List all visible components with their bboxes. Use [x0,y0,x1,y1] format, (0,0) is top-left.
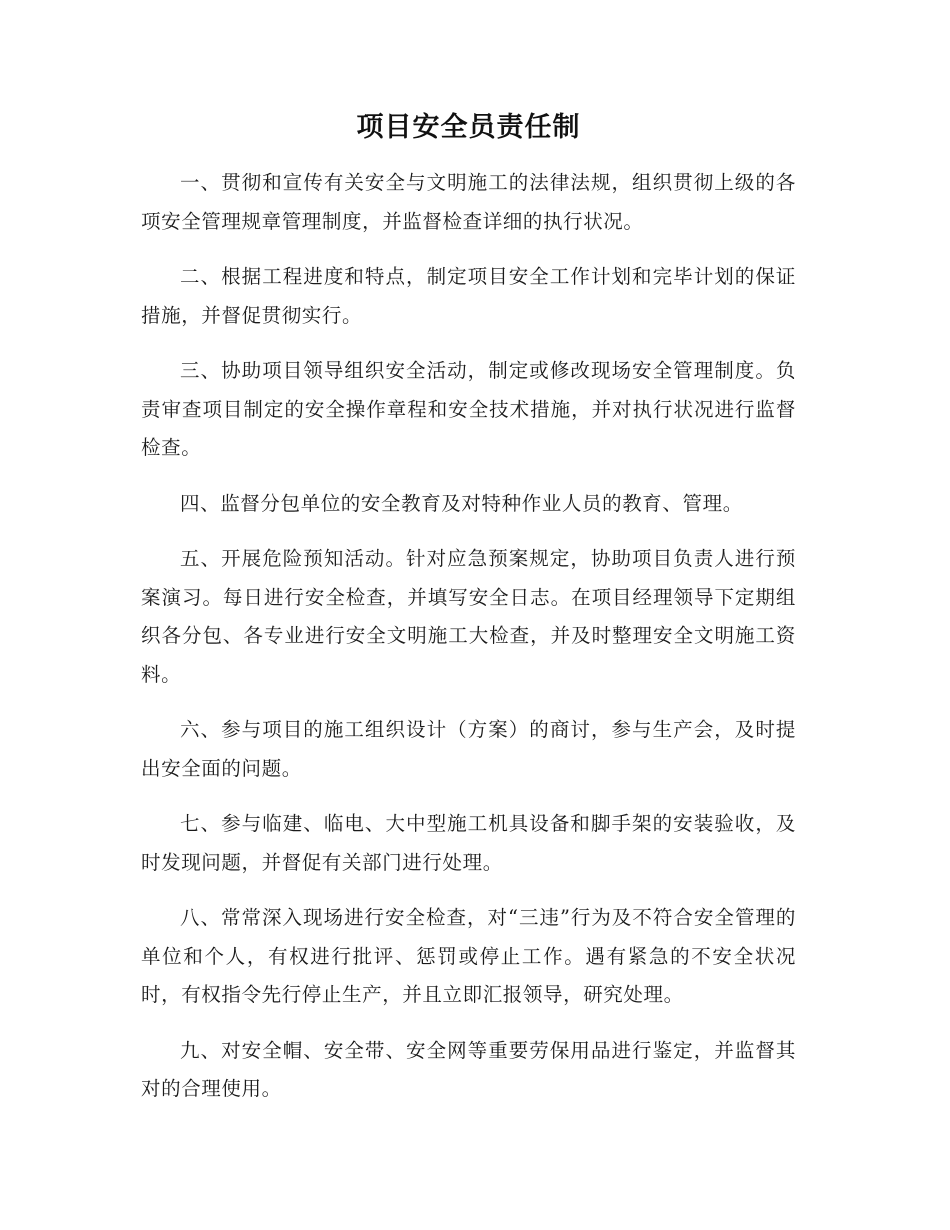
clause-3: 三、协助项目领导组织安全活动，制定或修改现场安全管理制度。负责审查项目制定的安全操作章程和安全技术措施，并对执行状况进行监督检查。 [141,359,796,459]
document-page [141,108,796,1126]
clause-list [141,164,796,1109]
clause-8: 八、常常深入现场进行安全检查，对“三违”行为及不符合安全管理的单位和个人，有权进行批评、惩罚或停止工作。遇有紧急的不安全状况时，有权指令先行停止生产，并且立即汇报领导，研究处理。 [141,906,796,1006]
clause-7: 七、参与临建、临电、大中型施工机具设备和脚手架的安装验收，及时发现问题，并督促有关部门进行处理。 [141,812,796,874]
clause-2: 二、根据工程进度和特点，制定项目安全工作计划和完毕计划的保证措施，并督促贯彻实行。 [141,265,796,327]
clause-5: 五、开展危险预知活动。针对应急预案规定，协助项目负责人进行预案演习。每日进行安全检查，并填写安全日志。在项目经理领导下定期组织各分包、各专业进行安全文明施工大检查，并及时整理安全文明施工资料。 [141,547,796,686]
clause-4: 四、监督分包单位的安全教育及对特种作业人员的教育、管理。 [180,491,743,515]
clause-9: 九、对安全帽、安全带、安全网等重要劳保用品进行鉴定，并监督其对的合理使用。 [141,1038,796,1100]
clause-6: 六、参与项目的施工组织设计（方案）的商讨，参与生产会，及时提出安全面的问题。 [141,718,796,780]
clause-1: 一、贯彻和宣传有关安全与文明施工的法律法规，组织贯彻上级的各项安全管理规章管理制度，并监督检查详细的执行状况。 [141,171,796,233]
document-title: 项目安全员责任制 [356,112,581,143]
